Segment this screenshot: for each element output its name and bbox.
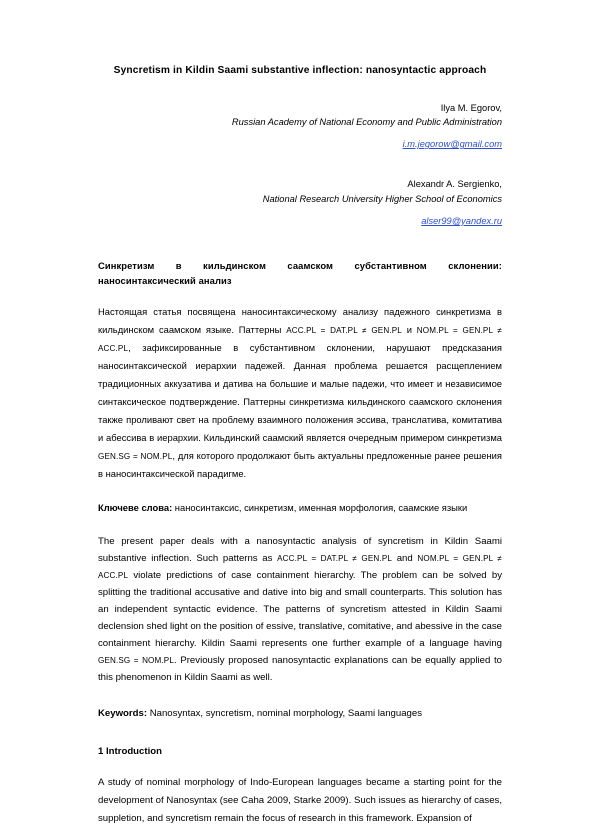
english-keywords-value: Nanosyntax, syncretism, nominal morphology, Saami languages xyxy=(147,708,423,720)
english-abstract xyxy=(98,533,502,687)
english-abstract-text-2: and xyxy=(392,552,418,564)
russian-keywords xyxy=(98,500,502,517)
page-title: Syncretism in Kildin Saami substantive inflection: nanosyntactic approach xyxy=(113,65,487,76)
author-block-1 xyxy=(98,101,502,156)
english-keywords-label: Keywords: xyxy=(98,708,148,720)
english-keywords xyxy=(98,705,502,722)
russian-keywords-label: Ключеве слова: xyxy=(98,502,173,513)
russian-abstract-text-1: Настоящая статья посвящена наносинтаксическому анализу падежного синкретизма в кильдинском саамском языке. Паттерны xyxy=(98,305,502,335)
author-block-2 xyxy=(98,177,502,232)
english-abstract-text-4: . Previously proposed nanosyntactic explanations can be equally applied to this phenomenon in Kildin Saami as well. xyxy=(98,655,502,684)
author-affiliation: National Research University Higher School of Economics xyxy=(262,194,502,205)
russian-abstract-text-3: , зафиксированные в субстантивном склонении, нарушают предсказания наносинтаксической иерархии падежей. Данная проблема решается расщеплением традиционных аккузатива и датива на большие и малые падежи, что имеет и независимое синтаксическое подтверждение. Паттерны синкретизма кильдинского саамского склонения также проливают свет на проблему взаимного положения эссива, транслатива, комитатива и абессива в иерархии. Кильдинский саамский является очередным примером синкретизма xyxy=(98,341,502,443)
english-abstract-text-3: violate predictions of case containment hierarchy. The problem can be solved by splitting the traditional accusative and dative into big and small counterparts. This solution has an independent syntactic evidence. The patterns of syncretism attested in Kildin Saami declension shed light on the position of essive, translative, comitative, and abessive in the case containment hierarchy. Kildin Saami represents one further example of a language having xyxy=(98,570,502,650)
section-paragraph-introduction: A study of nominal morphology of Indo-European languages became a starting point for the development of Nanosyntax (see Caha 2009, Starke 2009). Such issues as hierarchy of cases, suppletion, and syncretism remain the focus of research in this framework. Expansion of xyxy=(98,777,502,824)
gloss-acc-dat-gen-pl: ACC.PL = DAT.PL ≠ GEN.PL xyxy=(277,553,393,563)
gloss-gen-sg-nom-pl: GEN.SG = NOM.PL xyxy=(98,451,173,461)
author-affiliation: Russian Academy of National Economy and Public Administration xyxy=(231,117,502,128)
section-heading-introduction: 1 Introduction xyxy=(98,745,162,757)
gloss-gen-sg-nom-pl: GEN.SG = NOM.PL xyxy=(98,656,174,666)
author-email-link[interactable]: i.m.jegorow@gmail.com xyxy=(402,139,502,150)
gloss-acc-dat-gen-pl: ACC.PL = DAT.PL ≠ GEN.PL xyxy=(286,325,402,335)
russian-keywords-value: наносинтаксис, синкретизм, именная морфология, саамские языки xyxy=(172,502,468,513)
author-email-link[interactable]: alser99@yandex.ru xyxy=(421,215,502,226)
russian-abstract-text-2: и xyxy=(401,323,417,335)
russian-title: Синкретизм в кильдинском саамском субстантивном склонении: наносинтаксический анализ xyxy=(98,260,502,287)
gloss-nom-gen-acc-pl: NOM.PL = GEN.PL ≠ ACC.PL xyxy=(98,325,502,353)
english-abstract-text-1: The present paper deals with a nanosyntactic analysis of syncretism in Kildin Saami substantive inflection. Such patterns as xyxy=(98,535,502,564)
author-name: Ilya M. Egorov, xyxy=(440,102,502,113)
gloss-nom-gen-acc-pl: NOM.PL = GEN.PL ≠ ACC.PL xyxy=(98,553,502,581)
russian-abstract-text-4: , для которого продолжают быть актуальны предложенные ранее решения в наносинтаксической парадигме. xyxy=(98,449,502,479)
russian-abstract xyxy=(98,303,502,483)
author-name: Alexandr A. Sergienko, xyxy=(407,179,502,190)
